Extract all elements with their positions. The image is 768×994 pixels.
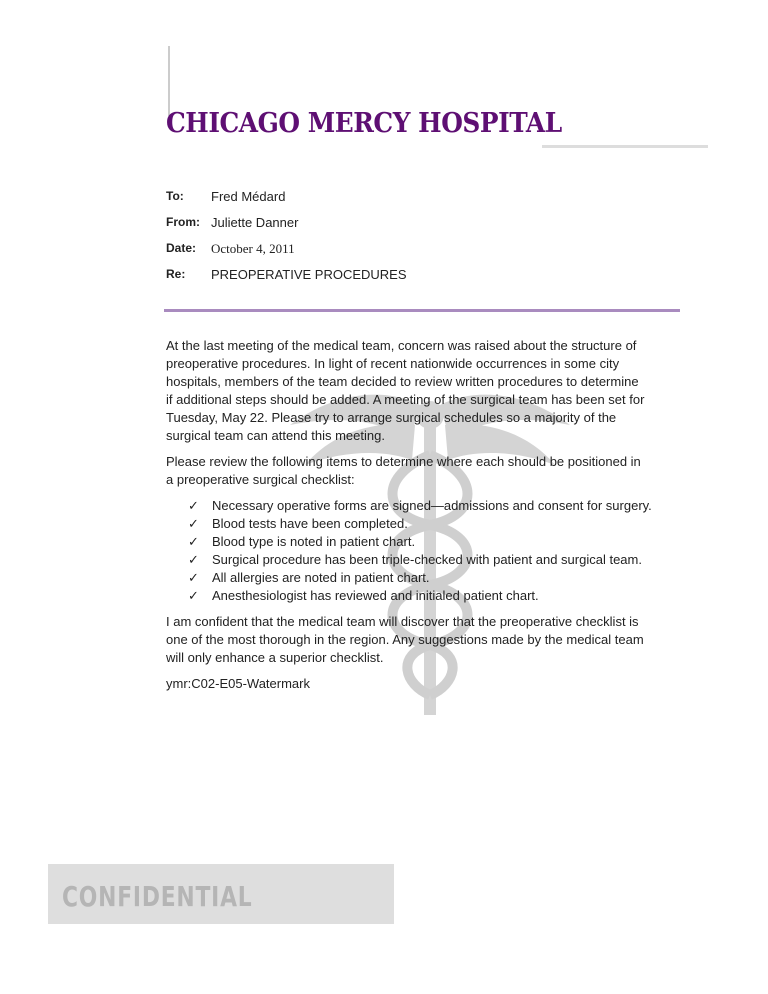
from-value: Juliette Danner — [211, 215, 299, 230]
text-line: I am confident that the medical team will discover that the preoperative checklist is — [166, 614, 639, 629]
header-divider — [164, 309, 680, 312]
confidential-stamp — [48, 864, 394, 924]
checklist-item — [188, 569, 696, 587]
text-line: a preoperative surgical checklist: — [166, 472, 355, 487]
to-label: To: — [166, 189, 184, 203]
text-line: At the last meeting of the medical team, concern was raised about the structure of — [166, 338, 637, 353]
re-label: Re: — [166, 267, 186, 281]
checkmark-icon: ✓ — [188, 570, 199, 585]
checklist-item-text: Blood type is noted in patient chart. — [212, 534, 416, 549]
checklist-item — [188, 551, 696, 569]
checklist-item — [188, 515, 696, 533]
checklist — [166, 497, 696, 605]
checklist-item-text: All allergies are noted in patient chart. — [212, 570, 430, 585]
paragraph-closing — [166, 613, 696, 667]
text-line: surgical team can attend this meeting. — [166, 428, 385, 443]
checklist-item — [188, 497, 696, 515]
text-line: if additional steps should be added. A meeting of the surgical team has been set for — [166, 392, 645, 407]
text-line: Tuesday, May 22. Please try to arrange surgical schedules so a majority of the — [166, 410, 617, 425]
checklist-item-text: Necessary operative forms are signed—admissions and consent for surgery. — [212, 498, 652, 513]
checklist-item-text: Blood tests have been completed. — [212, 516, 408, 531]
date-value: October 4, 2011 — [211, 241, 295, 256]
decorative-vertical-line — [168, 46, 170, 116]
re-value: PREOPERATIVE PROCEDURES — [211, 267, 407, 282]
text-line: one of the most thorough in the region. Any suggestions made by the medical team — [166, 632, 644, 647]
checklist-item — [188, 587, 696, 605]
checkmark-icon: ✓ — [188, 588, 199, 603]
checklist-item-text: Anesthesiologist has reviewed and initialed patient chart. — [212, 588, 539, 603]
text-line: hospitals, members of the team decided to review written procedures to determine — [166, 374, 639, 389]
checkmark-icon: ✓ — [188, 552, 199, 567]
text-line: Please review the following items to determine where each should be positioned in — [166, 454, 641, 469]
text-line: preoperative procedures. In light of recent nationwide occurrences in some city — [166, 356, 620, 371]
checklist-item-text: Surgical procedure has been triple-checked with patient and surgical team. — [212, 552, 642, 567]
from-label: From: — [166, 215, 200, 229]
checkmark-icon: ✓ — [188, 516, 199, 531]
paragraph-intro — [166, 337, 696, 445]
checkmark-icon: ✓ — [188, 534, 199, 549]
to-value: Fred Médard — [211, 189, 286, 204]
checkmark-icon: ✓ — [188, 498, 199, 513]
confidential-text: CONFIDENTIAL — [62, 880, 253, 913]
title-underline — [542, 145, 708, 148]
checklist-item — [188, 533, 696, 551]
memo-body — [166, 337, 696, 701]
hospital-title: CHICAGO MERCY HOSPITAL — [166, 108, 562, 139]
date-label: Date: — [166, 241, 197, 255]
text-line: will only enhance a superior checklist. — [166, 650, 384, 665]
paragraph-instructions — [166, 453, 696, 489]
reference-code: ymr:C02-E05-Watermark — [166, 676, 310, 691]
